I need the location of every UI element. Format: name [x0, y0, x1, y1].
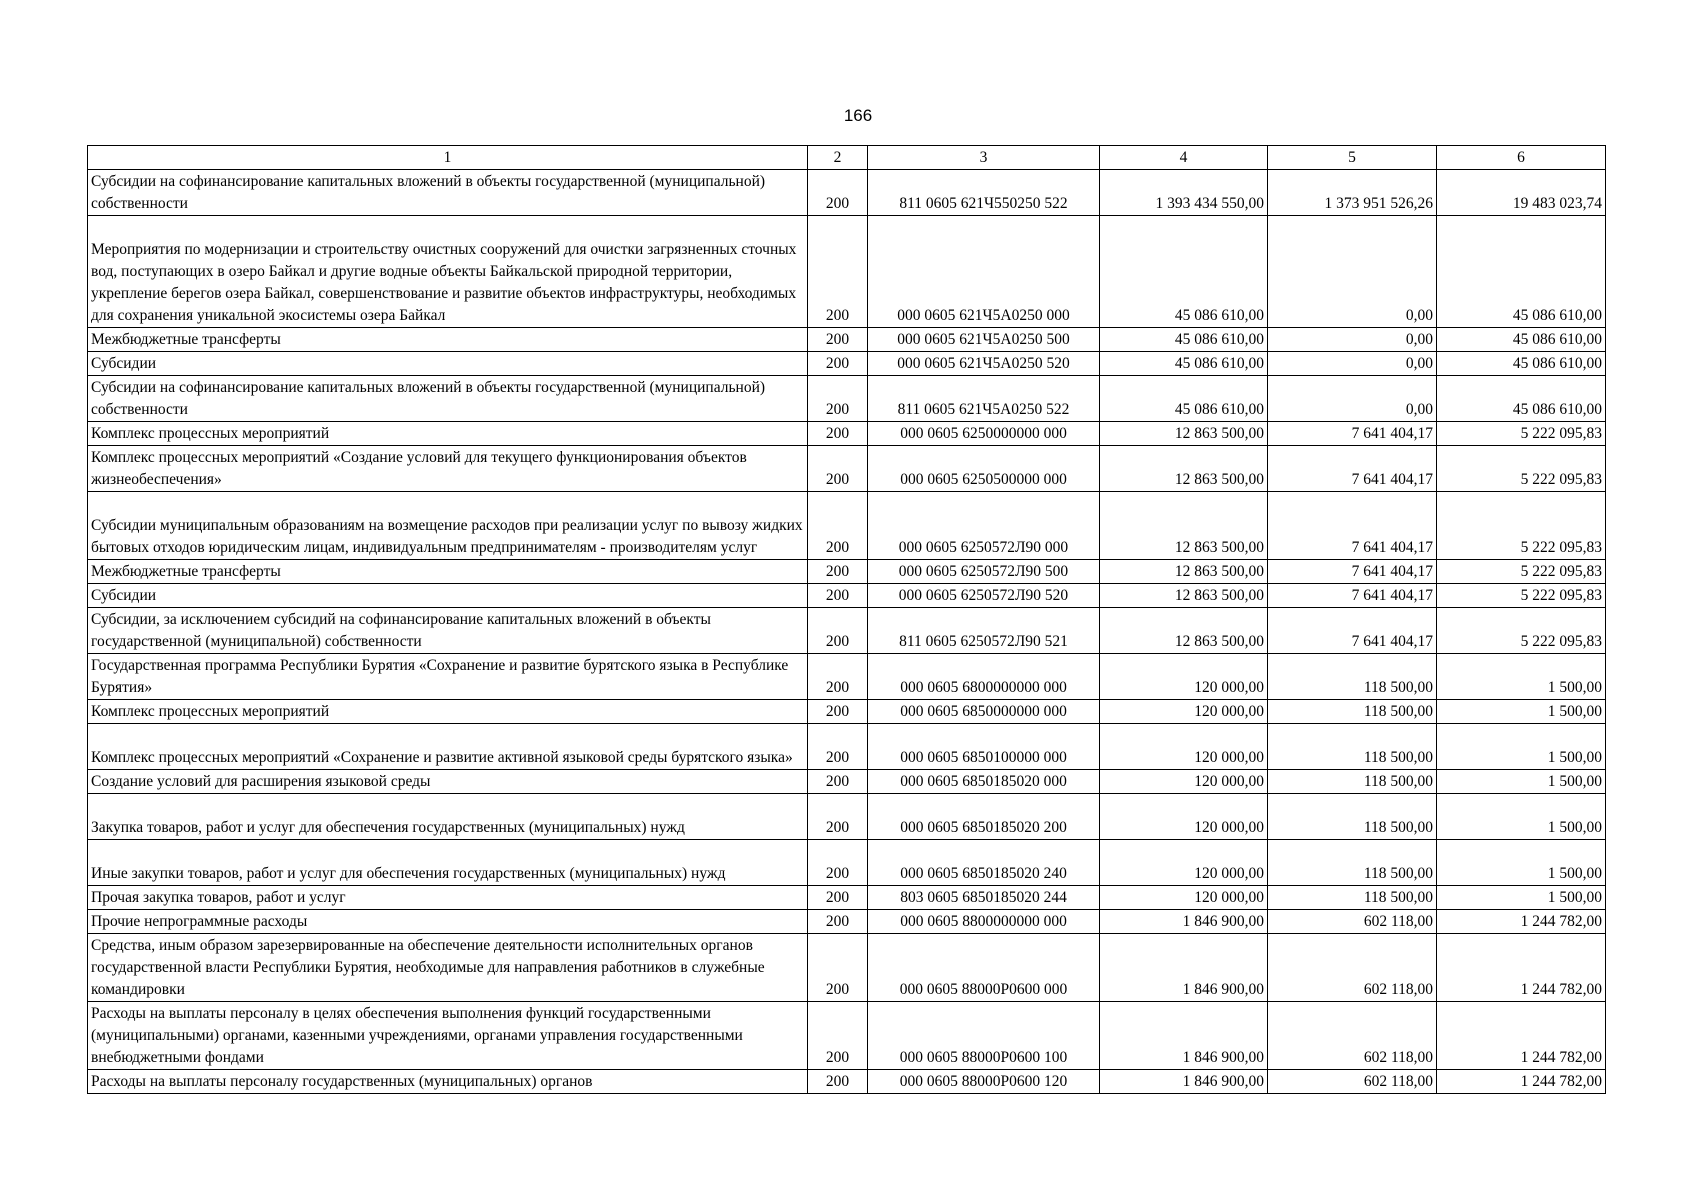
row-value-col5: 7 641 404,17 [1268, 492, 1437, 560]
row-value-col4: 120 000,00 [1100, 654, 1268, 700]
row-group: 200 [808, 608, 868, 654]
row-description: Межбюджетные трансферты [88, 560, 808, 584]
row-value-col4: 120 000,00 [1100, 840, 1268, 886]
row-value-col4: 45 086 610,00 [1100, 352, 1268, 376]
row-value-col6: 1 244 782,00 [1437, 934, 1606, 1002]
row-value-col5: 602 118,00 [1268, 1070, 1437, 1094]
row-value-col5: 7 641 404,17 [1268, 584, 1437, 608]
row-group: 200 [808, 770, 868, 794]
row-code: 000 0605 88000Р0600 100 [868, 1002, 1100, 1070]
row-value-col6: 45 086 610,00 [1437, 216, 1606, 328]
row-value-col6: 45 086 610,00 [1437, 352, 1606, 376]
row-code: 000 0605 88000Р0600 000 [868, 934, 1100, 1002]
row-code: 000 0605 6250000000 000 [868, 422, 1100, 446]
row-value-col5: 118 500,00 [1268, 700, 1437, 724]
table-row [88, 840, 1606, 886]
row-value-col5: 118 500,00 [1268, 724, 1437, 770]
row-value-col6: 5 222 095,83 [1437, 492, 1606, 560]
row-code: 000 0605 621Ч5А0250 000 [868, 216, 1100, 328]
row-description: Прочая закупка товаров, работ и услуг [88, 886, 808, 910]
row-group: 200 [808, 910, 868, 934]
row-code: 000 0605 6850185020 200 [868, 794, 1100, 840]
row-value-col6: 1 500,00 [1437, 700, 1606, 724]
row-group: 200 [808, 216, 868, 328]
row-group: 200 [808, 840, 868, 886]
row-description: Межбюджетные трансферты [88, 328, 808, 352]
row-value-col6: 45 086 610,00 [1437, 376, 1606, 422]
row-code: 000 0605 6850100000 000 [868, 724, 1100, 770]
row-value-col5: 7 641 404,17 [1268, 560, 1437, 584]
table-row [88, 1070, 1606, 1094]
row-value-col4: 1 846 900,00 [1100, 1002, 1268, 1070]
table-row [88, 352, 1606, 376]
row-value-col5: 602 118,00 [1268, 934, 1437, 1002]
table-row [88, 794, 1606, 840]
row-value-col6: 1 244 782,00 [1437, 1070, 1606, 1094]
row-value-col6: 5 222 095,83 [1437, 608, 1606, 654]
table-row [88, 934, 1606, 1002]
row-value-col6: 19 483 023,74 [1437, 170, 1606, 216]
row-value-col4: 1 846 900,00 [1100, 934, 1268, 1002]
row-value-col4: 12 863 500,00 [1100, 446, 1268, 492]
row-value-col5: 7 641 404,17 [1268, 422, 1437, 446]
row-value-col5: 118 500,00 [1268, 770, 1437, 794]
row-code: 000 0605 621Ч5А0250 520 [868, 352, 1100, 376]
row-code: 811 0605 621Ч550250 522 [868, 170, 1100, 216]
row-code: 811 0605 621Ч5А0250 522 [868, 376, 1100, 422]
row-value-col4: 1 393 434 550,00 [1100, 170, 1268, 216]
row-description: Комплекс процессных мероприятий «Создание условий для текущего функционирования объектов жизнеобеспечения» [88, 446, 808, 492]
table-row [88, 700, 1606, 724]
row-value-col4: 45 086 610,00 [1100, 328, 1268, 352]
column-header: 2 [808, 146, 868, 170]
row-description: Субсидии [88, 584, 808, 608]
row-description: Расходы на выплаты персоналу в целях обеспечения выполнения функций государственными (муниципальными) органами, казенными учреждениями, органами управления государственными внебюджетными фондами [88, 1002, 808, 1070]
row-value-col6: 1 500,00 [1437, 770, 1606, 794]
row-value-col4: 120 000,00 [1100, 770, 1268, 794]
row-group: 200 [808, 794, 868, 840]
row-value-col5: 7 641 404,17 [1268, 608, 1437, 654]
row-group: 200 [808, 446, 868, 492]
row-code: 000 0605 6800000000 000 [868, 654, 1100, 700]
row-value-col4: 120 000,00 [1100, 724, 1268, 770]
row-description: Субсидии на софинансирование капитальных вложений в объекты государственной (муниципальной) собственности [88, 376, 808, 422]
table-row [88, 376, 1606, 422]
row-code: 811 0605 6250572Л90 521 [868, 608, 1100, 654]
row-group: 200 [808, 584, 868, 608]
row-value-col4: 45 086 610,00 [1100, 376, 1268, 422]
row-description: Субсидии [88, 352, 808, 376]
row-code: 000 0605 6250500000 000 [868, 446, 1100, 492]
row-group: 200 [808, 1002, 868, 1070]
row-code: 000 0605 6850185020 000 [868, 770, 1100, 794]
row-code: 000 0605 621Ч5А0250 500 [868, 328, 1100, 352]
table-row [88, 724, 1606, 770]
row-value-col6: 5 222 095,83 [1437, 446, 1606, 492]
budget-table [87, 145, 1606, 1094]
row-description: Расходы на выплаты персоналу государственных (муниципальных) органов [88, 1070, 808, 1094]
row-value-col6: 1 500,00 [1437, 654, 1606, 700]
table-row [88, 446, 1606, 492]
row-code: 000 0605 6850000000 000 [868, 700, 1100, 724]
column-header: 4 [1100, 146, 1268, 170]
row-group: 200 [808, 934, 868, 1002]
table-row [88, 910, 1606, 934]
row-value-col5: 0,00 [1268, 216, 1437, 328]
row-group: 200 [808, 724, 868, 770]
row-value-col4: 12 863 500,00 [1100, 492, 1268, 560]
row-code: 000 0605 6250572Л90 000 [868, 492, 1100, 560]
row-group: 200 [808, 700, 868, 724]
row-value-col4: 12 863 500,00 [1100, 608, 1268, 654]
row-value-col4: 1 846 900,00 [1100, 910, 1268, 934]
table-row [88, 886, 1606, 910]
row-value-col5: 118 500,00 [1268, 794, 1437, 840]
table-row [88, 492, 1606, 560]
table-row [88, 170, 1606, 216]
table-row [88, 654, 1606, 700]
row-value-col4: 120 000,00 [1100, 886, 1268, 910]
row-value-col4: 12 863 500,00 [1100, 584, 1268, 608]
row-value-col5: 118 500,00 [1268, 840, 1437, 886]
row-code: 000 0605 6250572Л90 520 [868, 584, 1100, 608]
row-code: 000 0605 88000Р0600 120 [868, 1070, 1100, 1094]
row-group: 200 [808, 170, 868, 216]
row-value-col5: 602 118,00 [1268, 910, 1437, 934]
row-value-col4: 12 863 500,00 [1100, 560, 1268, 584]
row-description: Субсидии муниципальным образованиям на возмещение расходов при реализации услуг по вывозу жидких бытовых отходов юридическим лицам, индивидуальным предпринимателям - производителям услуг [88, 492, 808, 560]
row-code: 803 0605 6850185020 244 [868, 886, 1100, 910]
row-value-col4: 12 863 500,00 [1100, 422, 1268, 446]
row-code: 000 0605 6850185020 240 [868, 840, 1100, 886]
row-value-col5: 0,00 [1268, 352, 1437, 376]
table-row [88, 422, 1606, 446]
row-code: 000 0605 8800000000 000 [868, 910, 1100, 934]
row-value-col6: 1 500,00 [1437, 886, 1606, 910]
row-group: 200 [808, 886, 868, 910]
row-value-col6: 5 222 095,83 [1437, 560, 1606, 584]
row-description: Средства, иным образом зарезервированные на обеспечение деятельности исполнительных органов государственной власти Республики Бурятия, необходимые для направления работников в служебные командировки [88, 934, 808, 1002]
row-group: 200 [808, 654, 868, 700]
row-group: 200 [808, 376, 868, 422]
row-group: 200 [808, 328, 868, 352]
row-description: Субсидии на софинансирование капитальных вложений в объекты государственной (муниципальной) собственности [88, 170, 808, 216]
row-description: Комплекс процессных мероприятий «Сохранение и развитие активной языковой среды бурятского языка» [88, 724, 808, 770]
row-value-col5: 0,00 [1268, 376, 1437, 422]
row-description: Иные закупки товаров, работ и услуг для обеспечения государственных (муниципальных) нужд [88, 840, 808, 886]
row-description: Субсидии, за исключением субсидий на софинансирование капитальных вложений в объекты государственной (муниципальной) собственности [88, 608, 808, 654]
row-value-col5: 7 641 404,17 [1268, 446, 1437, 492]
column-header: 5 [1268, 146, 1437, 170]
row-value-col5: 118 500,00 [1268, 886, 1437, 910]
column-header-row [88, 146, 1606, 170]
row-value-col6: 5 222 095,83 [1437, 422, 1606, 446]
row-value-col5: 118 500,00 [1268, 654, 1437, 700]
column-header: 3 [868, 146, 1100, 170]
row-value-col4: 120 000,00 [1100, 794, 1268, 840]
table-row [88, 608, 1606, 654]
row-group: 200 [808, 492, 868, 560]
row-value-col4: 45 086 610,00 [1100, 216, 1268, 328]
row-value-col4: 120 000,00 [1100, 700, 1268, 724]
page-number: 166 [843, 106, 873, 125]
row-description: Создание условий для расширения языковой среды [88, 770, 808, 794]
table-row [88, 328, 1606, 352]
column-header: 6 [1437, 146, 1606, 170]
row-value-col6: 1 244 782,00 [1437, 910, 1606, 934]
table-row [88, 1002, 1606, 1070]
row-value-col6: 5 222 095,83 [1437, 584, 1606, 608]
row-description: Мероприятия по модернизации и строительству очистных сооружений для очистки загрязненных сточных вод, поступающих в озеро Байкал и другие водные объекты Байкальской природной территории, укрепление берегов озера Байкал, совершенствование и развитие объектов инфраструктуры, необходимых для сохранения уникальной экосистемы озера Байкал [88, 216, 808, 328]
row-value-col6: 1 244 782,00 [1437, 1002, 1606, 1070]
row-value-col5: 0,00 [1268, 328, 1437, 352]
row-group: 200 [808, 1070, 868, 1094]
row-value-col6: 1 500,00 [1437, 794, 1606, 840]
table-row [88, 216, 1606, 328]
table-row [88, 584, 1606, 608]
row-group: 200 [808, 352, 868, 376]
row-value-col6: 1 500,00 [1437, 724, 1606, 770]
table-row [88, 770, 1606, 794]
table-row [88, 560, 1606, 584]
row-description: Комплекс процессных мероприятий [88, 422, 808, 446]
row-description: Закупка товаров, работ и услуг для обеспечения государственных (муниципальных) нужд [88, 794, 808, 840]
row-value-col6: 45 086 610,00 [1437, 328, 1606, 352]
row-description: Комплекс процессных мероприятий [88, 700, 808, 724]
row-value-col6: 1 500,00 [1437, 840, 1606, 886]
row-code: 000 0605 6250572Л90 500 [868, 560, 1100, 584]
row-description: Государственная программа Республики Бурятия «Сохранение и развитие бурятского языка в Республике Бурятия» [88, 654, 808, 700]
column-header: 1 [88, 146, 808, 170]
row-group: 200 [808, 422, 868, 446]
row-value-col4: 1 846 900,00 [1100, 1070, 1268, 1094]
row-value-col5: 602 118,00 [1268, 1002, 1437, 1070]
row-description: Прочие непрограммные расходы [88, 910, 808, 934]
row-value-col5: 1 373 951 526,26 [1268, 170, 1437, 216]
row-group: 200 [808, 560, 868, 584]
